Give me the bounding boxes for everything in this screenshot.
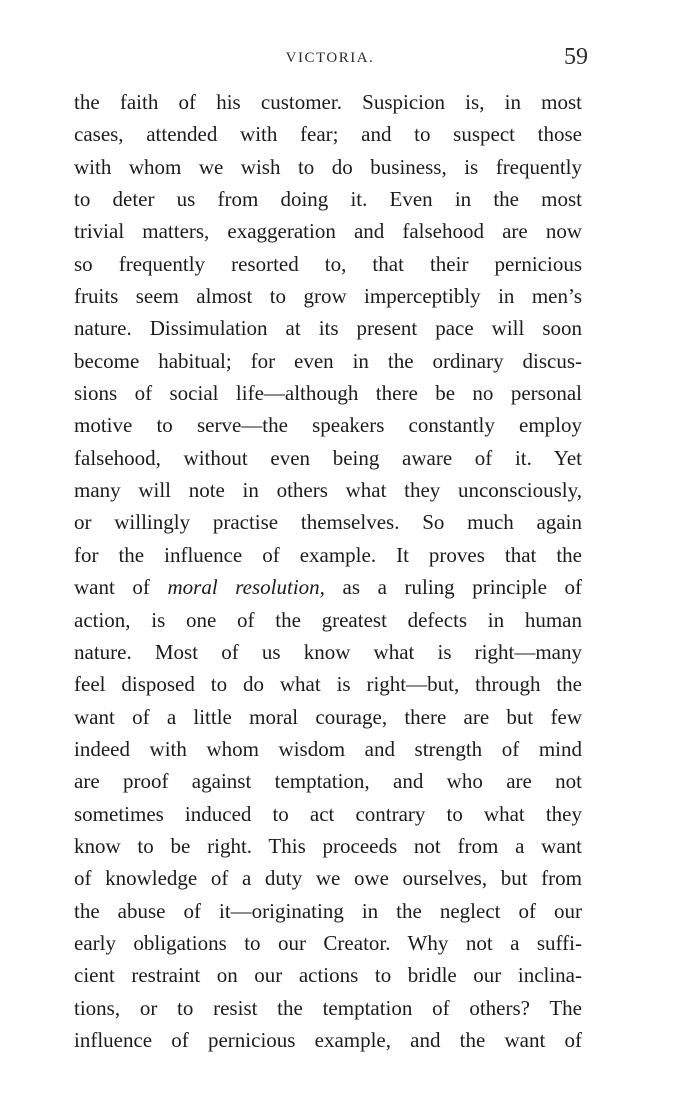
text-line: early obligations to our Creator. Why not a suffi-: [74, 930, 582, 955]
text-line: to deter us from doing it. Even in the most: [74, 187, 582, 212]
text-line: many will note in others what they unconsciously,: [74, 478, 582, 503]
text-line: become habitual; for even in the ordinary discus-: [74, 348, 582, 373]
text-line: cases, attended with fear; and to suspect those: [74, 122, 582, 147]
text-line: trivial matters, exaggeration and falsehood are now: [74, 219, 582, 244]
running-title: VICTORIA.: [285, 50, 375, 66]
text-line: influence of pernicious example, and the want of: [74, 1027, 582, 1052]
text-line: or willingly practise themselves. So much again: [74, 510, 582, 535]
text-line: with whom we wish to do business, is frequently: [74, 154, 582, 179]
text-segment: as a ruling principle of: [324, 575, 582, 600]
text-line: of knowledge of a duty we owe ourselves, but from: [74, 866, 582, 891]
text-segment: want of: [74, 575, 168, 600]
text-line: tions, or to resist the temptation of others? The: [74, 995, 582, 1020]
text-line: nature. Dissimulation at its present pace will soon: [74, 316, 582, 341]
text-line: know to be right. This proceeds not from a want: [74, 833, 582, 858]
emphasis-text: moral resolution,: [167, 575, 325, 600]
text-line: so frequently resorted to, that their pernicious: [74, 251, 582, 276]
text-line: the faith of his customer. Suspicion is, in most: [74, 90, 582, 114]
text-line: feel disposed to do what is right—but, through the: [74, 672, 582, 697]
text-line: falsehood, without even being aware of it. Yet: [74, 445, 582, 470]
text-line: want of a little moral courage, there are but few: [74, 704, 582, 729]
text-line: for the influence of example. It proves that the: [74, 542, 582, 567]
text-line: action, is one of the greatest defects in human: [74, 607, 582, 632]
text-line: sometimes induced to act contrary to what they: [74, 801, 582, 826]
text-line: motive to serve—the speakers constantly employ: [74, 413, 582, 438]
text-line: nature. Most of us know what is right—many: [74, 639, 582, 664]
page-number: 59: [564, 44, 588, 70]
running-head: [0, 44, 700, 74]
text-line-with-emphasis: [74, 571, 582, 603]
text-line: indeed with whom wisdom and strength of mind: [74, 736, 582, 761]
body-text: [74, 86, 582, 1056]
text-line: the abuse of it—originating in the neglect of our: [74, 898, 582, 923]
text-line: cient restraint on our actions to bridle our inclina-: [74, 963, 582, 988]
text-line: sions of social life—although there be no personal: [74, 381, 582, 406]
text-line: are proof against temptation, and who are not: [74, 769, 582, 794]
text-line: fruits seem almost to grow imperceptibly in men’s: [74, 284, 582, 309]
